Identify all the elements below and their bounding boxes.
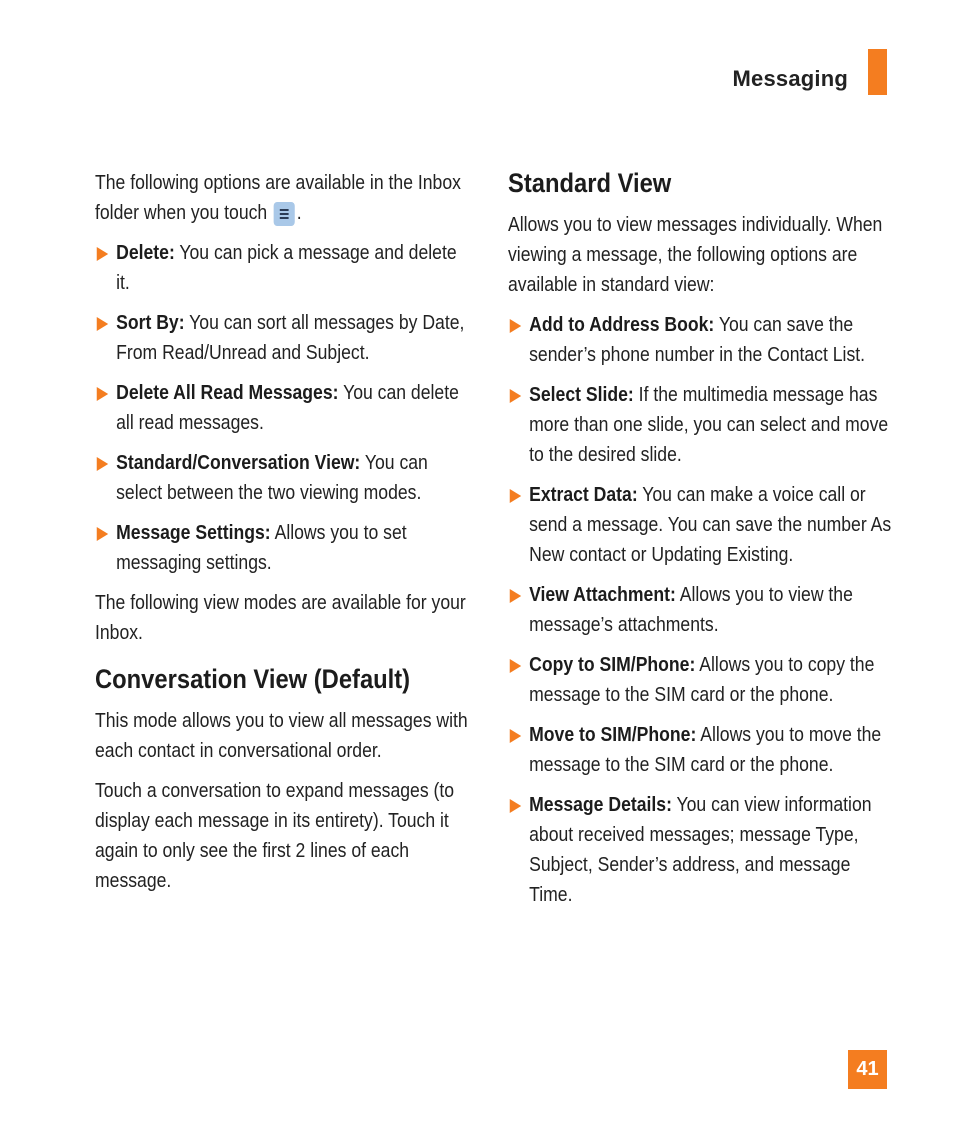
list-item: Standard/Conversation View: You can select between the two viewing modes. [95,448,470,508]
section-title: Messaging [732,66,848,91]
bullet-arrow-icon [510,659,521,673]
inbox-intro: The following options are available in the Inbox folder when you touch . [95,172,461,224]
bullet-arrow-icon [510,799,521,813]
bullet-arrow-icon [510,489,521,503]
list-item: View Attachment: Allows you to view the message’s attachments. [508,580,891,640]
conversation-paragraph: Touch a conversation to expand messages (to display each message in its entirety). Touch it again to only see the first 2 lines of each message. [95,780,455,892]
bullet-arrow-icon [510,389,521,403]
menu-icon [274,202,295,226]
list-item: Sort By: You can sort all messages by Date, From Read/Unread and Subject. [95,308,470,368]
bullet-arrow-icon [97,527,108,541]
bullet-arrow-icon [97,247,108,261]
left-column [95,168,469,906]
standard-view-heading: Standard View [508,168,672,198]
list-item: Message Settings: Allows you to set messaging settings. [95,518,470,578]
conversation-paragraph: This mode allows you to view all messages with each contact in conversational order. [95,710,468,762]
page-number: 41 [848,1050,887,1089]
section-tab-marker [868,49,887,95]
bullet-arrow-icon [510,729,521,743]
list-item: Select Slide: If the multimedia message has more than one slide, you can select and move to the desired slide. [508,380,891,470]
bullet-arrow-icon [97,387,108,401]
list-item: Extract Data: You can make a voice call or send a message. You can save the number As New contact or Updating Existing. [508,480,891,570]
bullet-arrow-icon [510,319,521,333]
list-item: Delete: You can pick a message and delete it. [95,238,470,298]
list-item: Add to Address Book: You can save the sender’s phone number in the Contact List. [508,310,891,370]
standard-view-intro: Allows you to view messages individually. When viewing a message, the following options are available in standard view: [508,214,883,296]
bullet-arrow-icon [510,589,521,603]
list-item: Message Details: You can view information about received messages; message Type, Subject, Sender’s address, and message Time. [508,790,891,910]
list-item: Move to SIM/Phone: Allows you to move the message to the SIM card or the phone. [508,720,891,780]
right-column [508,166,890,920]
list-item: Delete All Read Messages: You can delete all read messages. [95,378,470,438]
conversation-view-heading: Conversation View (Default) [95,664,411,694]
inbox-options-list [95,238,470,578]
standard-options-list [508,310,891,910]
bullet-arrow-icon [97,317,108,331]
view-modes-text: The following view modes are available for your Inbox. [95,592,466,644]
list-item: Copy to SIM/Phone: Allows you to copy the message to the SIM card or the phone. [508,650,891,710]
bullet-arrow-icon [97,457,108,471]
